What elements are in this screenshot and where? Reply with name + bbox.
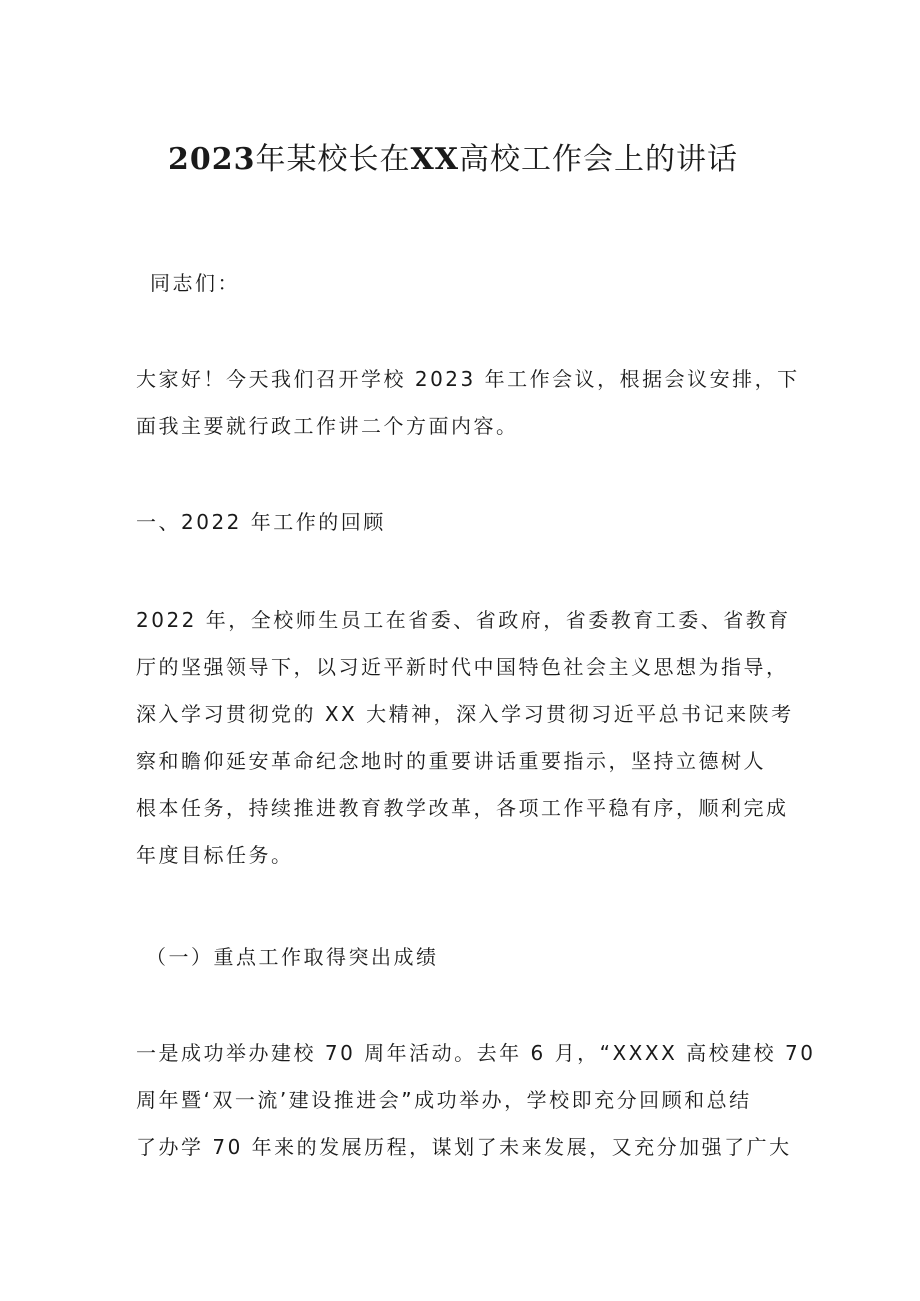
paragraph-line: 周年暨‘双一流’建设推进会”成功举办，学校即充分回顾和总结 <box>136 1088 752 1112</box>
paragraph-line: 察和瞻仰延安革命纪念地时的重要讲话重要指示，坚持立德树人 <box>136 749 766 773</box>
intro-paragraph <box>136 356 808 450</box>
section-heading: 一、2022 年工作的回顾 <box>136 510 386 534</box>
document-title <box>0 138 906 182</box>
title-text-b: 高校工作会上的讲话 <box>459 142 739 177</box>
paragraph-line: 根本任务，持续推进教育教学改革，各项工作平稳有序，顺利完成 <box>136 796 789 820</box>
subsection1-paragraph <box>136 1030 816 1171</box>
paragraph-line: 深入学习贯彻党的 XX 大精神，深入学习贯彻习近平总书记来陕考 <box>136 702 794 726</box>
title-xx: XX <box>410 142 460 177</box>
paragraph-line: 一是成功举办建校 70 周年活动。去年 6 月，“XXXX 高校建校 70 <box>136 1041 816 1065</box>
title-year: 2023 <box>167 142 256 177</box>
subsection-heading: （一）重点工作取得突出成绩 <box>146 945 439 969</box>
section1-paragraph <box>136 597 808 879</box>
title-text-a: 年某校长在 <box>255 142 411 177</box>
intro-line: 面我主要就行政工作讲二个方面内容。 <box>136 414 519 438</box>
salutation: 同志们： <box>150 271 240 295</box>
paragraph-line: 2022 年，全校师生员工在省委、省政府，省委教育工委、省教育 <box>136 608 791 632</box>
paragraph-line: 年度目标任务。 <box>136 843 294 867</box>
paragraph-line: 厅的坚强领导下，以习近平新时代中国特色社会主义思想为指导， <box>136 655 789 679</box>
paragraph-line: 了办学 70 年来的发展历程，谋划了未来发展，又充分加强了广大 <box>136 1135 792 1159</box>
intro-line: 大家好！今天我们召开学校 2023 年工作会议，根据会议安排，下 <box>136 367 800 391</box>
